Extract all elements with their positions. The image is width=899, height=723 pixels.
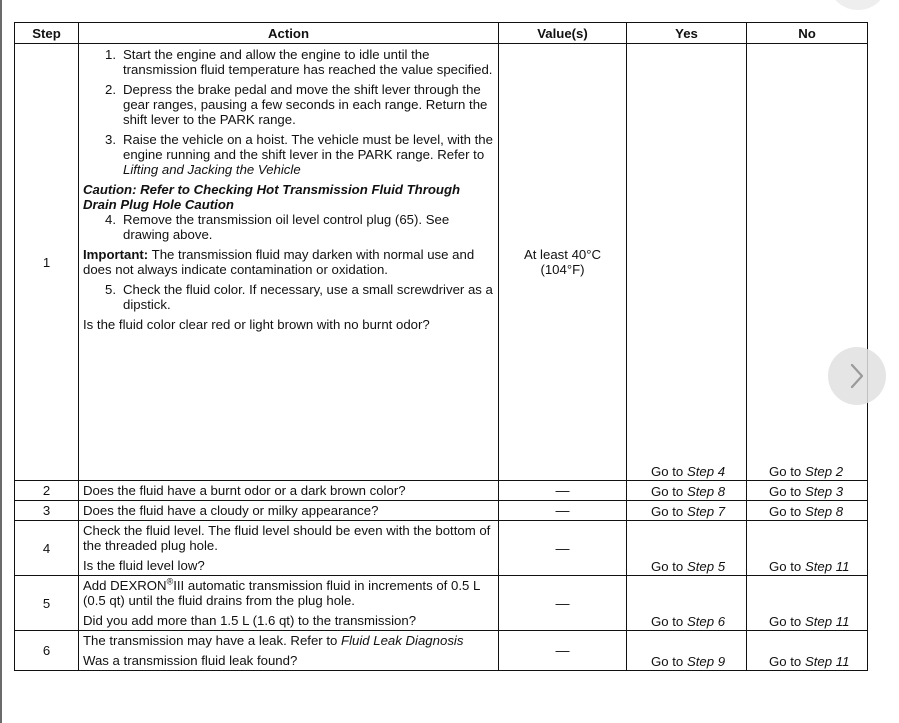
step-number: 6 [15,631,79,671]
step-number: 3 [15,501,79,521]
table-header-row [15,23,868,44]
question-text: Was a transmission fluid leak found? [83,653,298,668]
goto-prefix: Go to [769,614,802,629]
yes-cell [627,521,747,576]
value-cell: — [499,631,627,671]
action-text: Raise the vehicle on a hoist. The vehicle must be level, with the engine running and the shift lever in the PARK range. Refer to [123,132,493,162]
important-text: The transmission fluid may darken with normal use and does not always indicate contamination or oxidation. [83,247,475,277]
no-cell [747,631,868,671]
action-cell [79,521,499,576]
value-cell: — [499,576,627,631]
yes-cell [627,576,747,631]
question-text: Is the fluid level low? [83,558,205,573]
value-line: (104°F) [540,262,585,277]
list-item: 3. Raise the vehicle on a hoist. The vehicle must be level, with the engine running and the shift lever in the PARK range. Refer to Lifting and Jacking the Vehicle [105,132,493,177]
caution-note: Caution: Refer to Checking Hot Transmission Fluid Through Drain Plug Hole Caution [83,182,461,212]
value-cell: — [499,481,627,501]
table-row [15,481,868,501]
question-text: Did you add more than 1.5 L (1.6 qt) to the transmission? [83,613,417,628]
goto-prefix: Go to [651,464,684,479]
list-item: 2. Depress the brake pedal and move the shift lever through the gear ranges, pausing a few seconds in each range. Return the shift lever to the PARK range. [83,82,494,127]
list-item: 1. Start the engine and allow the engine to idle until the transmission fluid temperature has reached the value specified. [105,47,493,77]
action-text: Does the fluid have a cloudy or milky appearance? [79,501,499,521]
action-text: Start the engine and allow the engine to idle until the transmission fluid temperature has reached the value specified. [123,47,493,77]
goto-step-no: Step 8 [804,504,844,519]
action-text: Remove the transmission oil level control plug (65). See drawing above. [123,212,450,242]
header-no: No [747,23,868,44]
goto-prefix: Go to [769,559,802,574]
no-cell [747,521,868,576]
important-note [83,247,494,277]
goto-step-yes: Step 8 [686,484,726,499]
goto-prefix: Go to [769,484,802,499]
action-text: Depress the brake pedal and move the shift lever through the gear ranges, pausing a few seconds in each range. Return the shift lever to the PARK range. [123,82,488,127]
value-cell: — [499,501,627,521]
step-number: 4 [15,521,79,576]
yes-cell [627,44,747,481]
no-cell [747,44,868,481]
diagnostic-table [14,22,868,671]
action-text: Check the fluid level. The fluid level should be even with the bottom of the threaded plug hole. [83,523,491,553]
action-text: Does the fluid have a burnt odor or a dark brown color? [79,481,499,501]
goto-step-yes: Step 5 [686,559,726,574]
header-values: Value(s) [499,23,627,44]
step-number: 1 [15,44,79,481]
goto-step-yes: Step 4 [686,464,726,479]
header-yes: Yes [627,23,747,44]
header-step: Step [15,23,79,44]
list-item: 5. Check the fluid color. If necessary, use a small screwdriver as a dipstick. [105,282,493,312]
table-row [15,501,868,521]
action-text: Check the fluid color. If necessary, use a small screwdriver as a dipstick. [123,282,493,312]
action-text: Add DEXRON®III automatic transmission fluid in increments of 0.5 L (0.5 qt) until the fluid drains from the plug hole. [83,576,480,608]
value-cell: — [499,521,627,576]
action-cell [79,576,499,631]
goto-step-no: Step 11 [804,614,850,629]
header-action: Action [79,23,499,44]
left-edge-border [0,0,2,723]
goto-step-yes: Step 7 [686,504,726,519]
next-page-button[interactable] [828,347,886,405]
value-line: At least 40°C [523,247,602,262]
goto-step-no: Step 2 [804,464,844,479]
action-cell [79,44,499,481]
step-number: 2 [15,481,79,501]
goto-step-no: Step 3 [804,484,844,499]
goto-step-no: Step 11 [804,559,850,574]
list-item: 4. Remove the transmission oil level control plug (65). See drawing above. [83,212,494,242]
goto-prefix: Go to [651,484,684,499]
table-row [15,576,868,631]
reference-link: Fluid Leak Diagnosis [341,633,464,648]
reference-link: Lifting and Jacking the Vehicle [123,162,301,177]
action-text: The transmission may have a leak. Refer to Fluid Leak Diagnosis [83,633,464,648]
goto-prefix: Go to [651,654,684,669]
goto-prefix: Go to [651,614,684,629]
value-cell [499,44,627,481]
yes-cell [627,481,747,501]
table-row [15,521,868,576]
step-number: 5 [15,576,79,631]
goto-prefix: Go to [769,504,802,519]
goto-prefix: Go to [651,504,684,519]
goto-step-no: Step 11 [804,654,850,669]
yes-cell [627,631,747,671]
question-text: Is the fluid color clear red or light brown with no burnt odor? [83,317,430,332]
yes-cell [627,501,747,521]
no-cell [747,481,868,501]
action-cell [79,631,499,671]
important-label: Important: [83,247,149,262]
table-row [15,44,868,481]
no-cell [747,501,868,521]
goto-prefix: Go to [651,559,684,574]
table-row [15,631,868,671]
goto-prefix: Go to [769,654,802,669]
goto-step-yes: Step 6 [686,614,726,629]
corner-decoration [830,0,886,10]
registered-mark: ® [166,576,174,587]
no-cell [747,576,868,631]
goto-prefix: Go to [769,464,802,479]
goto-step-yes: Step 9 [686,654,726,669]
chevron-right-icon [846,361,868,391]
